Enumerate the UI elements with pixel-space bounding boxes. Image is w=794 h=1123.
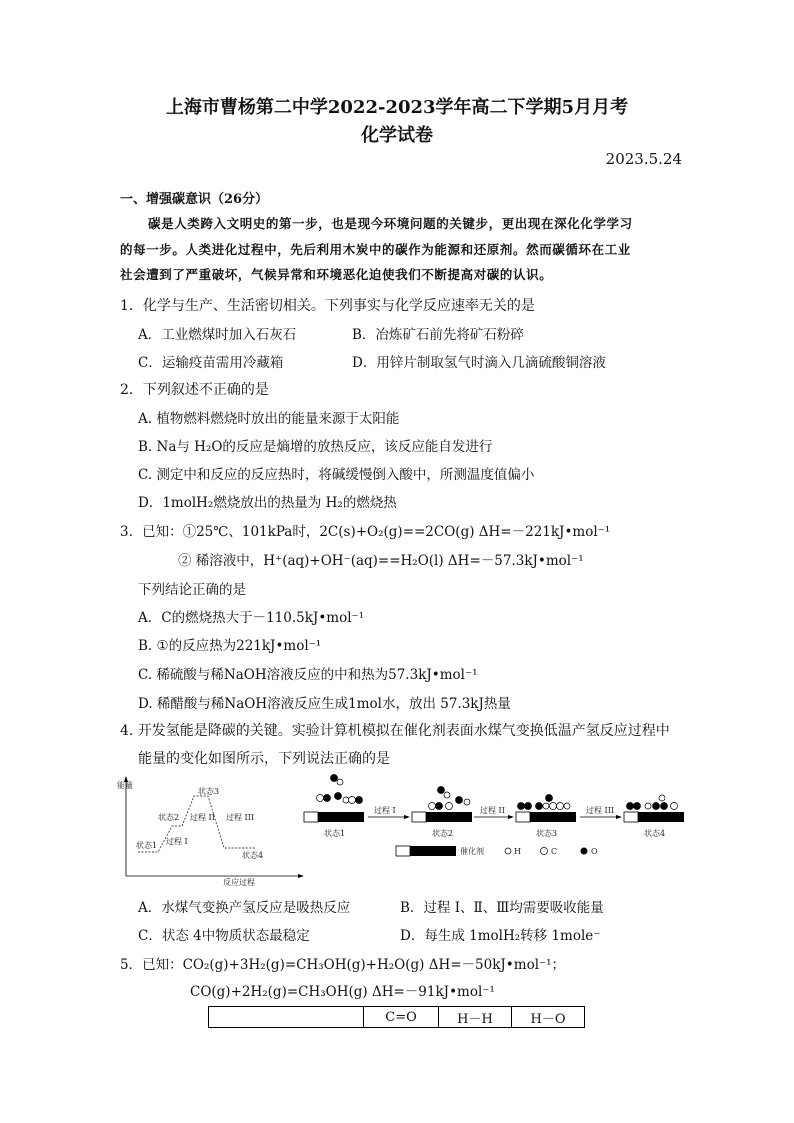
question-1-stem: 1．化学与生产、生活密切相关。下列事实与化学反应速率无关的是 [120, 298, 535, 314]
question-4-option-a: A．水煤气变换产氢反应是吸热反应 [138, 900, 351, 916]
question-3-prompt: 下列结论正确的是 [138, 582, 246, 598]
question-3-option-c: C. 稀硫酸与稀NaOH溶液反应的中和热为57.3kJ•mol⁻¹ [138, 667, 478, 683]
question-4-option-b: B．过程 Ⅰ、Ⅱ、Ⅲ均需要吸收能量 [400, 900, 604, 916]
question-3-stem: 3．已知：①25℃、101kPa时，2C(s)+O₂(g)==2CO(g) ΔH=－221kJ•mol⁻¹ [120, 524, 611, 540]
energy-state-2: 状态2 [158, 813, 180, 822]
energy-state-1: 状态1 [136, 841, 158, 850]
energy-process-2: 过程 II [190, 813, 215, 822]
question-4-option-c: C．状态 4中物质状态最稳定 [138, 928, 310, 944]
energy-state-4: 状态4 [242, 851, 264, 860]
arrow-process-3: 过程 III [586, 806, 615, 815]
question-2-option-a: A. 植物燃料燃烧时放出的能量来源于太阳能 [138, 411, 400, 427]
table-header-cell: H－H [439, 1007, 512, 1028]
energy-process-3: 过程 III [226, 813, 255, 822]
energy-state-3: 状态3 [198, 787, 220, 796]
table-header-cell: C=O [364, 1007, 439, 1028]
energy-process-1: 过程 I [166, 837, 188, 846]
question-3-option-a: A．C的燃烧热大于－110.5kJ•mol⁻¹ [138, 610, 365, 626]
reaction-energy-diagram [116, 772, 716, 890]
bond-energy-table [208, 1006, 585, 1028]
question-5-line1: 5．已知：CO₂(g)+3H₂(g)=CH₃OH(g)+H₂O(g) ΔH=－50kJ•mol⁻¹； [120, 957, 566, 973]
state-label-3: 状态3 [536, 829, 558, 838]
axis-label-energy: 能量 [117, 781, 133, 790]
intro-line-2: 的每一步。人类进化过程中，先后利用木炭中的碳作为能源和还原剂。然而碳循环在工业 [120, 242, 631, 257]
intro-line-3: 社会遭到了严重破坏，气候异常和环境恶化迫使我们不断提高对碳的认识。 [120, 267, 553, 282]
question-5-line2: CO(g)+2H₂(g)=CH₃OH(g) ΔH=－91kJ•mol⁻¹ [190, 984, 495, 1000]
question-2-option-b: B. Na与 H₂O的反应是熵增的放热反应，该反应能自发进行 [138, 439, 493, 455]
question-1-option-c: C．运输疫苗需用冷藏箱 [138, 355, 284, 371]
table-header-cell [209, 1007, 364, 1028]
question-2-stem: 2．下列叙述不正确的是 [120, 382, 269, 398]
question-3-condition-2: ② 稀溶液中，H⁺(aq)+OH⁻(aq)==H₂O(l) ΔH=－57.3kJ•mol⁻¹ [178, 553, 584, 569]
question-3-option-b: B. ①的反应热为221kJ•mol⁻¹ [138, 638, 322, 654]
question-1-option-a: A．工业燃煤时加入石灰石 [138, 327, 297, 343]
question-3-option-d: D. 稀醋酸与稀NaOH溶液反应生成1mol水，放出 57.3kJ热量 [138, 696, 511, 712]
table-header-row [209, 1007, 585, 1028]
legend-catalyst-label: 催化剂 [460, 847, 484, 856]
legend-c-label: C [551, 847, 558, 856]
axis-label-process: 反应过程 [223, 878, 255, 887]
question-1-option-d: D．用锌片制取氢气时滴入几滴硫酸铜溶液 [352, 355, 606, 371]
state-label-4: 状态4 [644, 829, 666, 838]
exam-date: 2023.5.24 [605, 150, 682, 168]
state-label-1: 状态1 [324, 829, 346, 838]
legend-h-label: H [514, 847, 521, 856]
state-label-2: 状态2 [432, 829, 454, 838]
legend-o-label: O [591, 847, 598, 856]
question-2-option-c: C. 测定中和反应的反应热时，将碱缓慢倒入酸中，所测温度值偏小 [138, 467, 535, 483]
arrow-process-1: 过程 I [374, 806, 396, 815]
question-4-stem-line1: 4. 开发氢能是降碳的关键。实验计算机模拟在催化剂表面水煤气变换低温产氢反应过程中 [120, 723, 670, 739]
table-header-cell: H－O [512, 1007, 585, 1028]
intro-line-1: 碳是人类跨入文明史的第一步，也是现今环境问题的关键步，更出现在深化化学学习 [148, 216, 633, 231]
question-4-option-d: D．每生成 1molH₂转移 1mole⁻ [400, 928, 601, 944]
question-2-option-d: D．1molH₂燃烧放出的热量为 H₂的燃烧热 [138, 495, 397, 511]
question-4-stem-line2: 能量的变化如图所示，下列说法正确的是 [138, 751, 390, 767]
question-1-option-b: B．冶炼矿石前先将矿石粉碎 [352, 327, 524, 343]
section-heading: 一、增强碳意识（26分） [120, 192, 269, 207]
paper-title-line2: 化学试卷 [361, 125, 433, 146]
arrow-process-2: 过程 II [480, 806, 505, 815]
paper-title-line1: 上海市曹杨第二中学2022-2023学年高二下学期5月月考 [165, 97, 629, 118]
